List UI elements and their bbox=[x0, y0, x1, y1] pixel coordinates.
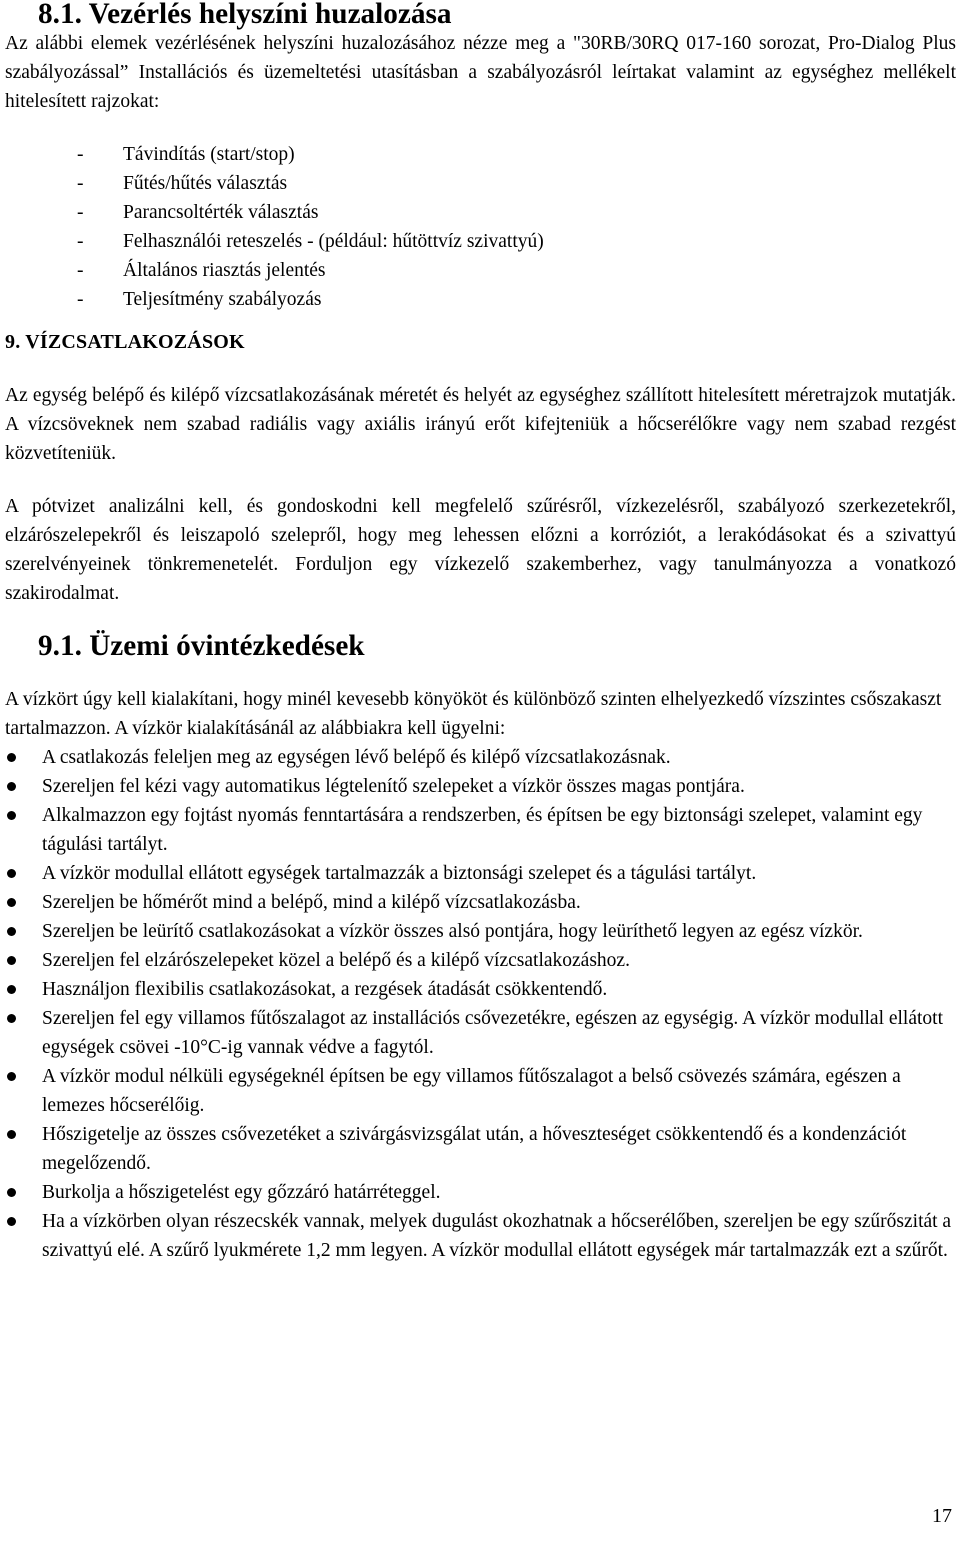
list-item: Szereljen be leürítő csatlakozásokat a vízkör összes alsó pontjára, hogy leüríthető legyen az egész vízkör. bbox=[5, 917, 956, 946]
control-items-list bbox=[5, 140, 956, 314]
bullet-icon bbox=[7, 869, 16, 878]
list-item: Burkolja a hőszigetelést egy gőzzáró határréteggel. bbox=[5, 1178, 956, 1207]
bullet-icon bbox=[7, 1014, 16, 1023]
bullet-icon bbox=[7, 811, 16, 820]
page-number: 17 bbox=[932, 1505, 952, 1527]
bullet-icon bbox=[7, 1188, 16, 1197]
bullet-icon bbox=[7, 782, 16, 791]
section-9-title: 9. VÍZCSATLAKOZÁSOK bbox=[5, 331, 245, 353]
list-item: Szereljen be hőmérőt mind a belépő, mind a kilépő vízcsatlakozásba. bbox=[5, 888, 956, 917]
bullet-icon bbox=[7, 1072, 16, 1081]
bullet-icon bbox=[7, 753, 16, 762]
section-9-paragraph-2: A pótvizet analizálni kell, és gondoskodni kell megfelelő szűrésről, vízkezelésről, szabályozó szerkezetekről, elzárószelepekről és leiszapoló szelepről, hogy meg lehessen előzni a korróziót, a lerakódásokat és a szivattyú szerelvényeinek tönkremenetelét. Forduljon egy vízkezelő szakemberhez, vagy tanulmányozza a vonatkozó szakirodalmat. bbox=[5, 496, 956, 604]
bullet-icon bbox=[7, 1130, 16, 1139]
bullet-icon bbox=[7, 898, 16, 907]
list-item: Szereljen fel egy villamos fűtőszalagot az installációs csővezetékre, egészen az egységig. A vízkör modullal ellátott egységek csövei -10°C-ig vannak védve a fagytól. bbox=[5, 1004, 956, 1062]
list-item: - Általános riasztás jelentés bbox=[77, 260, 326, 281]
list-item: - Teljesítmény szabályozás bbox=[77, 289, 322, 310]
section-8-1-intro: Az alábbi elemek vezérlésének helyszíni huzalozásához nézze meg a "30RB/30RQ 017-160 sorozat, Pro-Dialog Plus szabályozással” Installációs és üzemeltetési utasításban a szabályozásról leírtakat valamint az egységhez mellékelt hitelesített rajzokat: bbox=[5, 33, 956, 112]
list-item: Szereljen fel kézi vagy automatikus légtelenítő szelepeket a vízkör összes magas pontjára. bbox=[5, 772, 956, 801]
bullet-icon bbox=[7, 956, 16, 965]
list-item: - Parancsoltérték választás bbox=[77, 202, 319, 223]
list-item: Ha a vízkörben olyan részecskék vannak, melyek dugulást okozhatnak a hőcserélőben, szereljen be egy szűrőszitát a szivattyú elé. A szűrő lyukmérete 1,2 mm legyen. A vízkör modullal ellátott egységek már tartalmazzák ezt a szűrőt. bbox=[5, 1207, 956, 1265]
list-item: - Távindítás (start/stop) bbox=[77, 144, 295, 165]
list-item: A vízkör modullal ellátott egységek tartalmazzák a biztonsági szelepet és a tágulási tartályt. bbox=[5, 859, 956, 888]
section-8-1-title: 8.1. Vezérlés helyszíni huzalozása bbox=[38, 0, 452, 30]
list-item: - Felhasználói reteszelés - (például: hűtöttvíz szivattyú) bbox=[77, 231, 544, 252]
list-item: A csatlakozás feleljen meg az egységen lévő belépő és kilépő vízcsatlakozásnak. bbox=[5, 743, 956, 772]
document-page bbox=[5, 0, 956, 1265]
list-item: Alkalmazzon egy fojtást nyomás fenntartására a rendszerben, és építsen be egy biztonsági szelepet, valamint egy tágulási tartályt. bbox=[5, 801, 956, 859]
list-item: Hőszigetelje az összes csővezetéket a szivárgásvizsgálat után, a hőveszteséget csökkentendő és a kondenzációt megelőzendő. bbox=[5, 1120, 956, 1178]
section-9-paragraph-1: Az egység belépő és kilépő vízcsatlakozásának méretét és helyét az egységhez szállított hitelesített méretrajzok mutatják. A vízcsöveknek nem szabad radiális vagy axiális irányú erőt kifejteniük a hőcserélőkre vagy nem szabad rezgést közvetíteniük. bbox=[5, 385, 956, 464]
section-9-1-intro: A vízkört úgy kell kialakítani, hogy minél kevesebb könyököt és különböző szinten elhelyezkedő vízszintes csőszakaszt tartalmazzon. A vízkör kialakításánál az alábbiakra kell ügyelni: bbox=[5, 689, 942, 739]
list-item: Szereljen fel elzárószelepeket közel a belépő és a kilépő vízcsatlakozáshoz. bbox=[5, 946, 956, 975]
list-item: Használjon flexibilis csatlakozásokat, a rezgések átadását csökkentendő. bbox=[5, 975, 956, 1004]
list-item: - Fűtés/hűtés választás bbox=[77, 173, 288, 194]
precautions-list bbox=[5, 743, 956, 1265]
bullet-icon bbox=[7, 985, 16, 994]
bullet-icon bbox=[7, 927, 16, 936]
bullet-icon bbox=[7, 1217, 16, 1226]
list-item: A vízkör modul nélküli egységeknél építsen be egy villamos fűtőszalagot a belső csövezés számára, egészen a lemezes hőcserélőig. bbox=[5, 1062, 956, 1120]
section-9-1-title: 9.1. Üzemi óvintézkedések bbox=[38, 630, 365, 662]
